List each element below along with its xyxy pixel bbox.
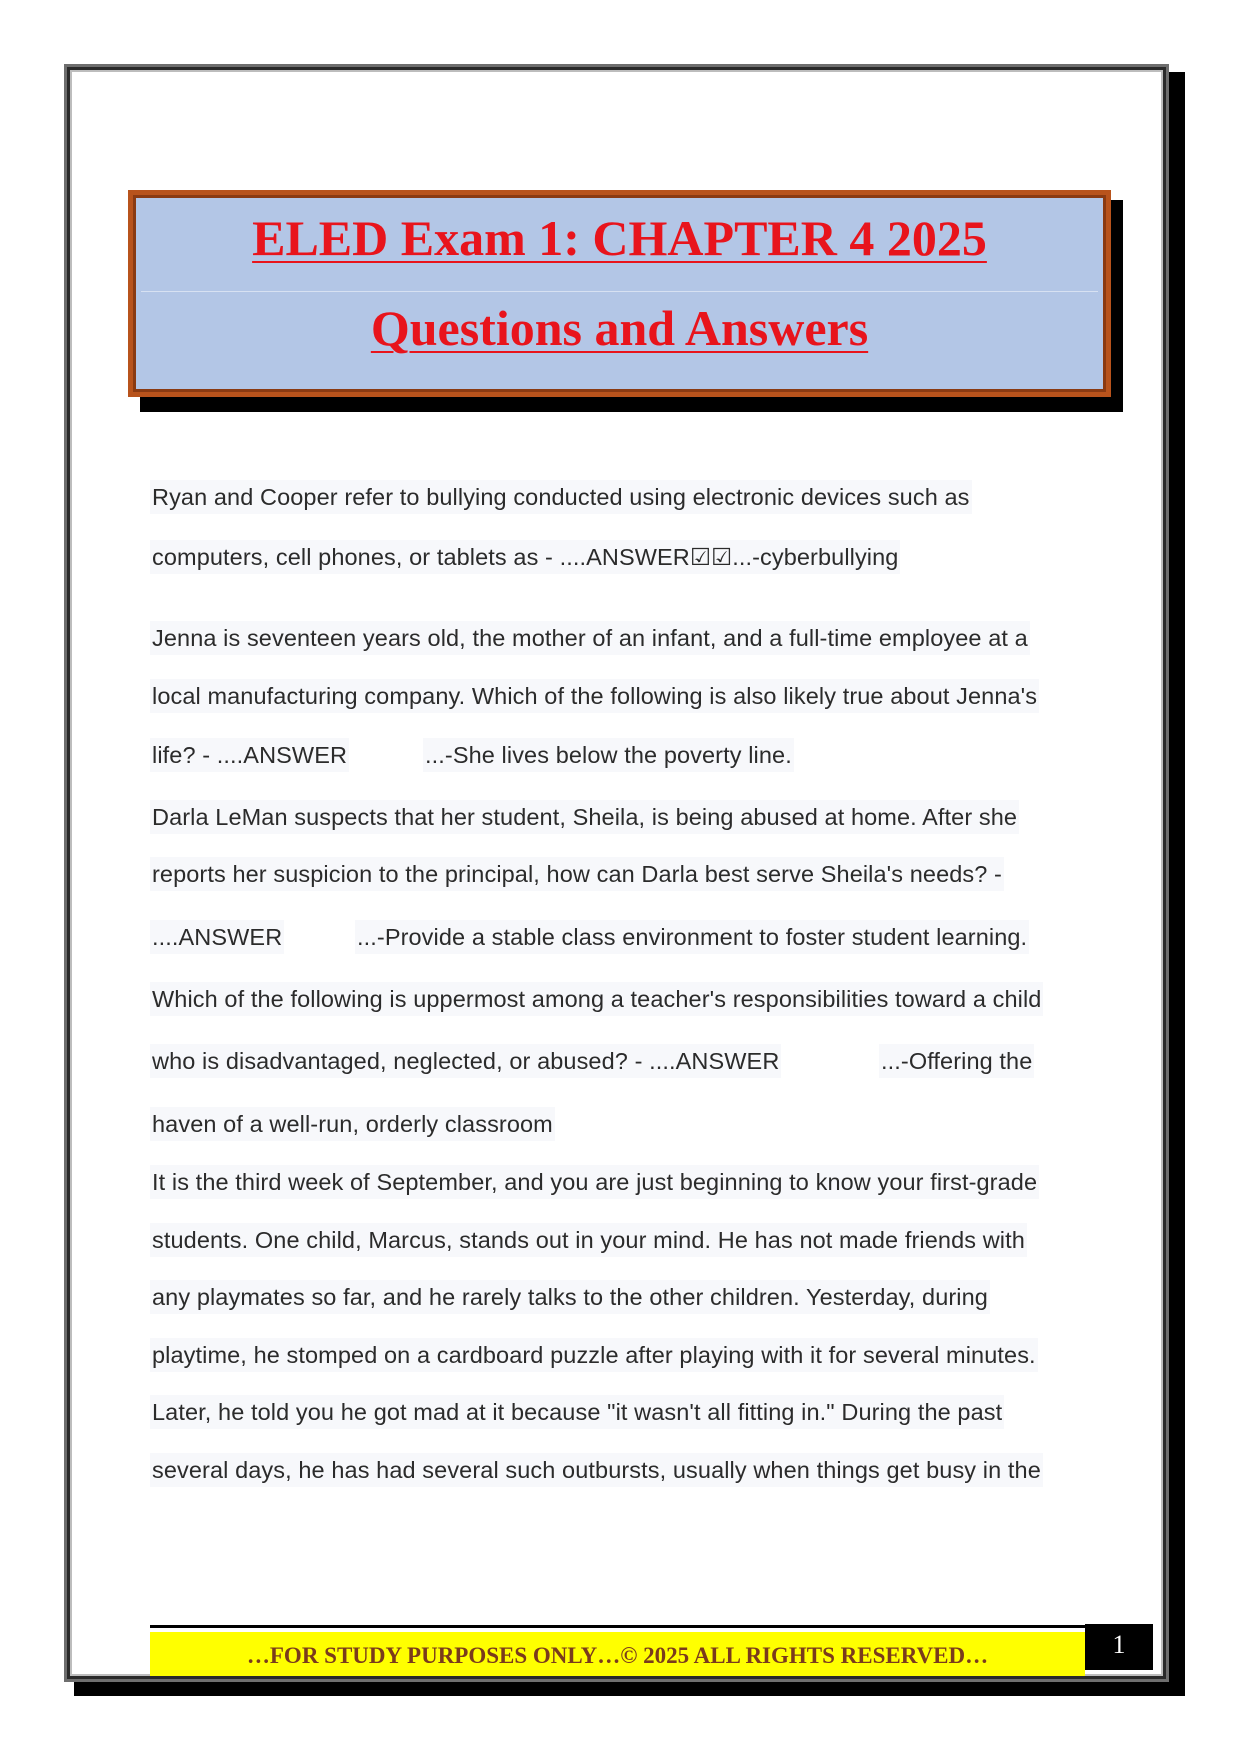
qa-line: It is the third week of September, and you are just beginning to know your first-grade — [150, 1165, 1039, 1199]
title-divider — [141, 291, 1098, 292]
page-number: 1 — [1085, 1624, 1153, 1670]
qa-line: Darla LeMan suspects that her student, Sheila, is being abused at home. After she — [150, 800, 1019, 834]
qa-line: haven of a well-run, orderly classroom — [150, 1107, 555, 1141]
qa-line: several days, he has had several such outbursts, usually when things get busy in the — [150, 1453, 1043, 1487]
qa-line: life? - ....ANSWER — [150, 738, 349, 772]
qa-line: Later, he told you he got mad at it because "it wasn't all fitting in." During the past — [150, 1395, 1004, 1429]
qa-line: who is disadvantaged, neglected, or abused? - ....ANSWER — [150, 1044, 781, 1078]
footer-rule — [150, 1625, 1086, 1628]
qa-line: ....ANSWER — [150, 920, 284, 954]
qa-line: students. One child, Marcus, stands out in your mind. He has not made friends with — [150, 1223, 1027, 1257]
footer-notice: …FOR STUDY PURPOSES ONLY…© 2025 ALL RIGHTS RESERVED… — [150, 1632, 1085, 1676]
title-box — [128, 190, 1111, 397]
answer-text: ...-Provide a stable class environment to foster student learning. — [355, 920, 1029, 954]
document-title: ELED Exam 1: CHAPTER 4 2025 — [252, 210, 987, 266]
document-subtitle: Questions and Answers — [370, 300, 869, 356]
qa-line: local manufacturing company. Which of the following is also likely true about Jenna's — [150, 679, 1039, 713]
qa-line: Ryan and Cooper refer to bullying conducted using electronic devices such as — [150, 480, 972, 514]
qa-line: playtime, he stomped on a cardboard puzzle after playing with it for several minutes. — [150, 1338, 1038, 1372]
answer-text: ...-Offering the — [879, 1044, 1034, 1078]
answer-text: ...-She lives below the poverty line. — [423, 738, 794, 772]
qa-line: any playmates so far, and he rarely talks to the other children. Yesterday, during — [150, 1280, 990, 1314]
qa-line: computers, cell phones, or tablets as - ....ANSWER☑☑...-cyberbullying — [150, 540, 900, 574]
qa-line: reports her suspicion to the principal, how can Darla best serve Sheila's needs? - — [150, 857, 1004, 891]
qa-line: Which of the following is uppermost among a teacher's responsibilities toward a child — [150, 982, 1043, 1016]
qa-line: Jenna is seventeen years old, the mother of an infant, and a full-time employee at a — [150, 621, 1030, 655]
